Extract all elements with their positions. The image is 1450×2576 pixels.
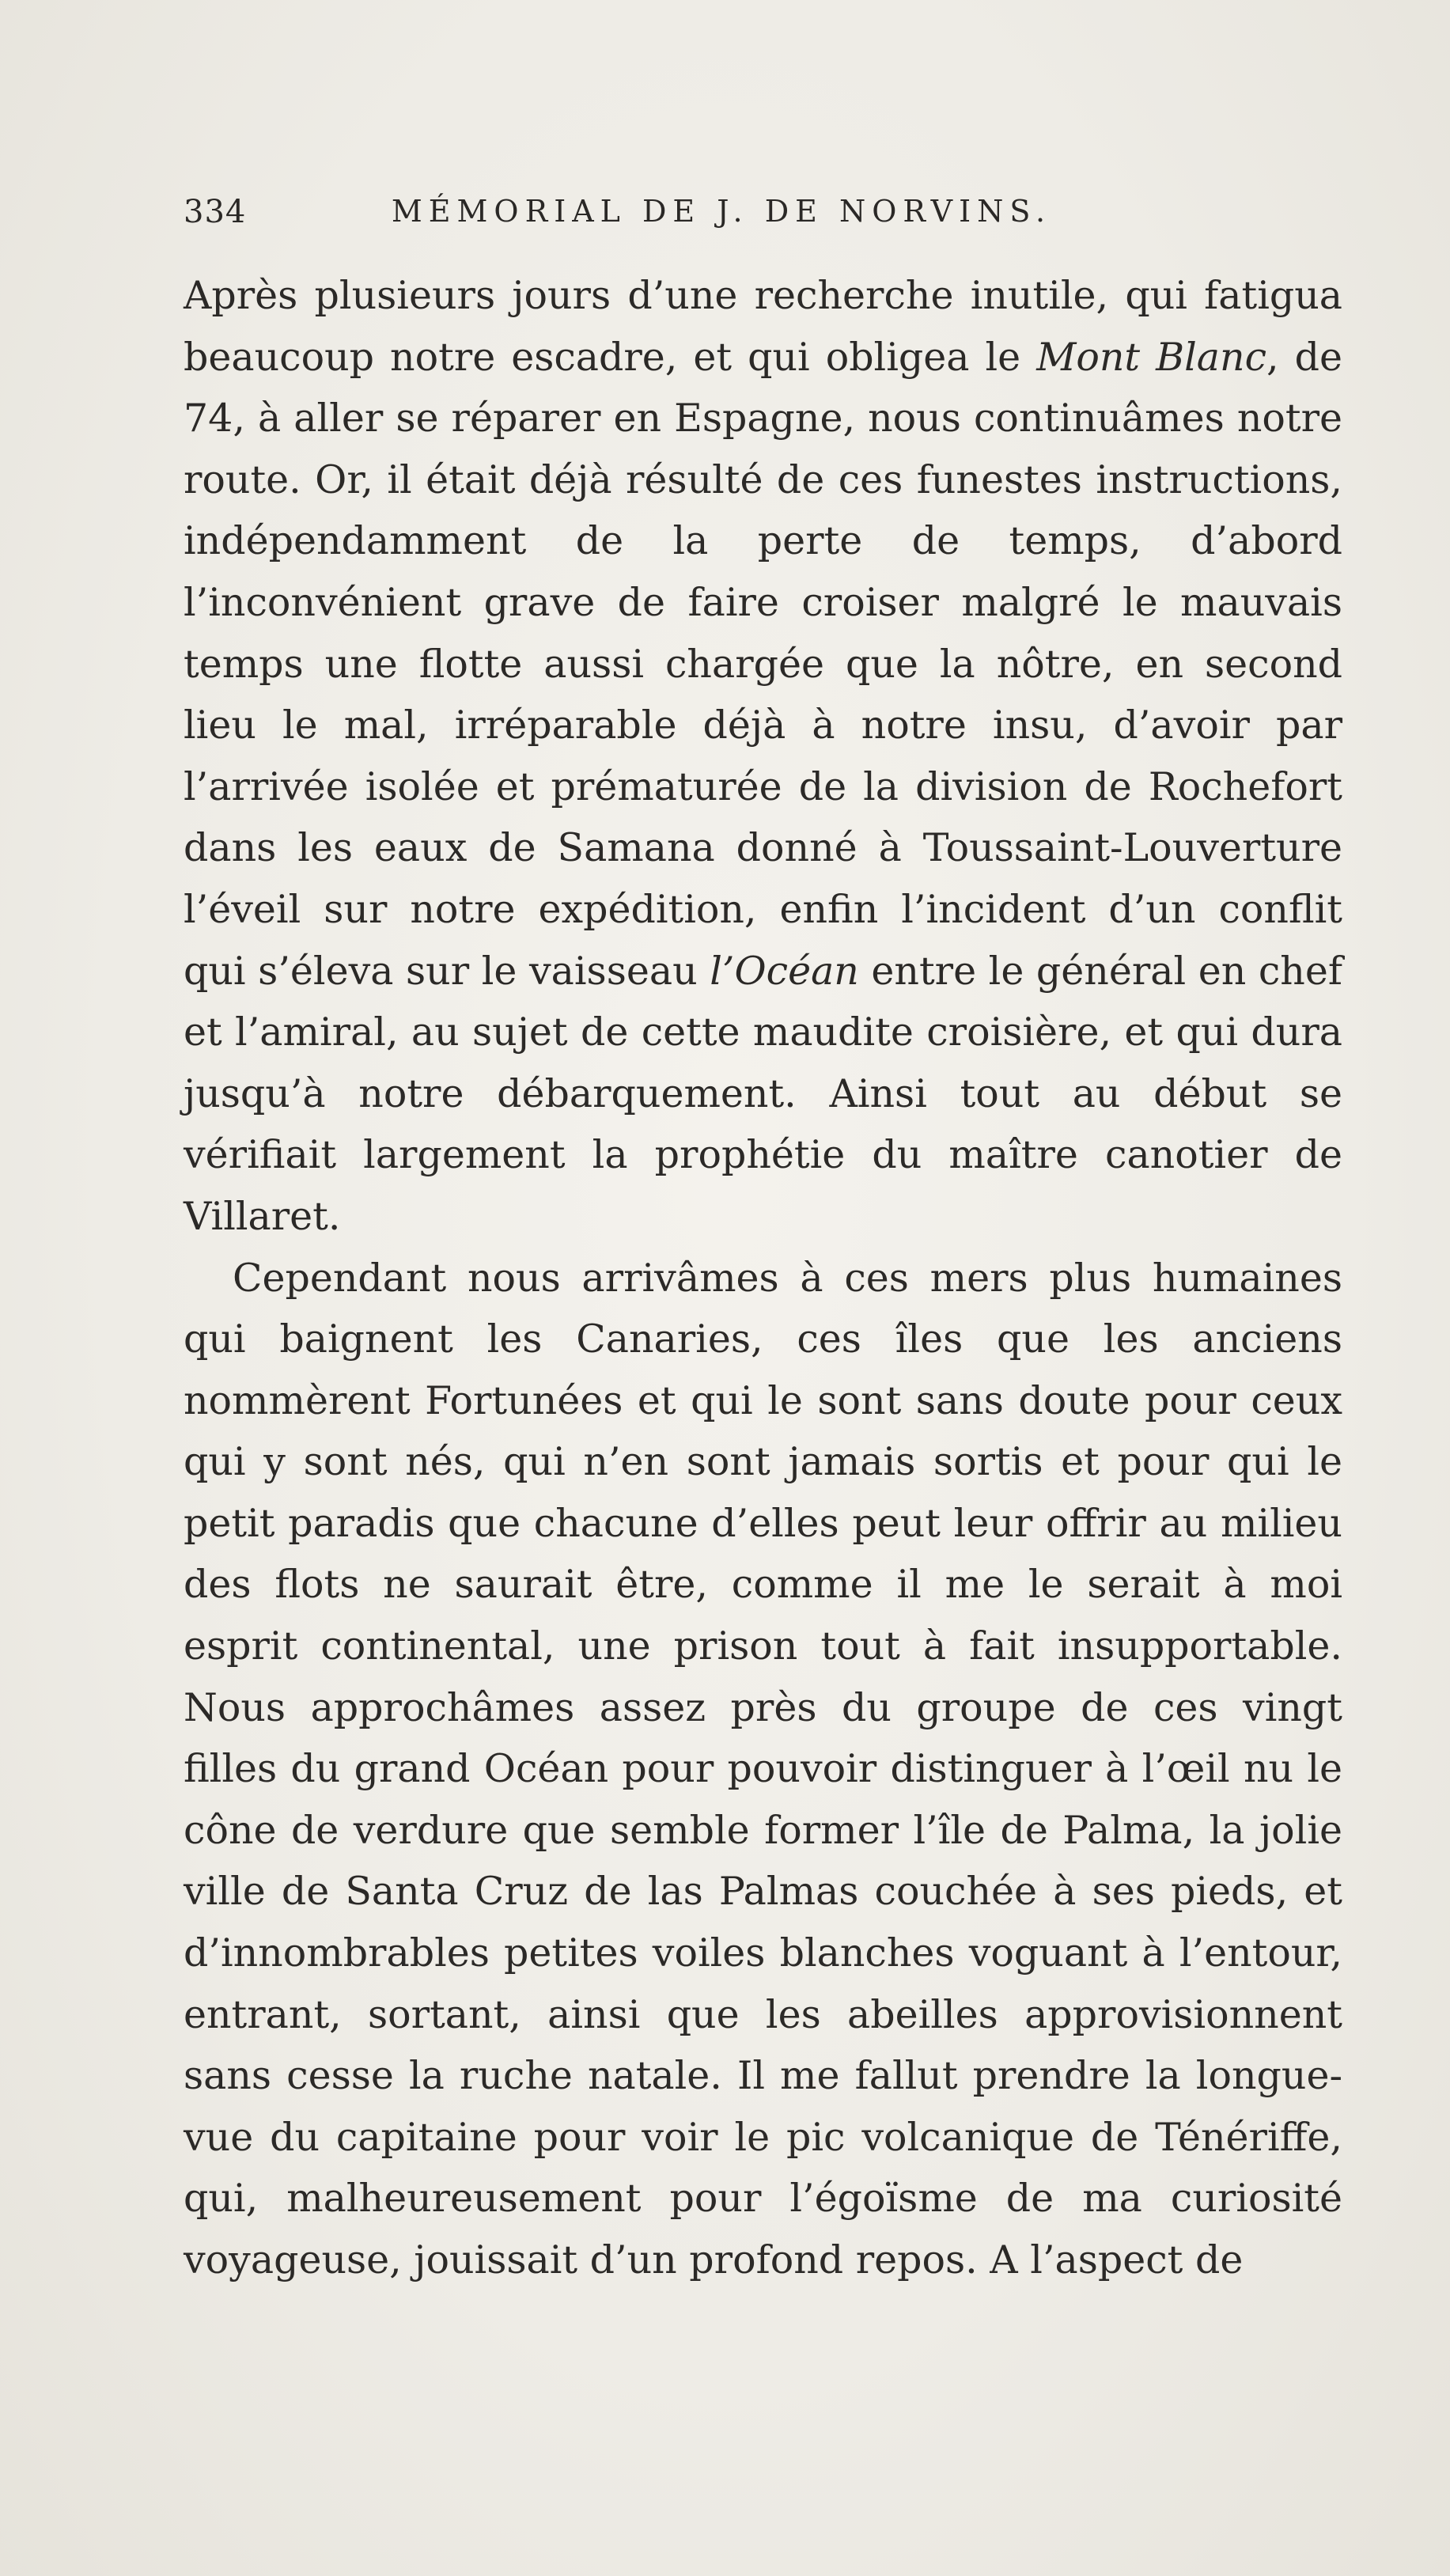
- ship-name-ocean: l’Océan: [710, 948, 859, 994]
- ship-name-mont-blanc: Mont Blanc: [1036, 334, 1267, 380]
- paragraph-1-part-3: entre le général en chef et l’amiral, au sujet de cette maudite croisière, et qui dura jusqu’à notre débarquement. Ainsi tout au début se vérifiait largement la prophétie du maître canotier de Villaret.: [184, 948, 1342, 1239]
- paragraph-2: Cependant nous arrivâmes à ces mers plus humaines qui baignent les Canaries, ces îles que les anciens nommèrent Fortunées et qui le sont sans doute pour ceux qui y sont nés, qui n’en sont jamais sortis et pour qui le petit paradis que chacune d’elles peut leur offrir au milieu des flots ne saurait être, comme il me le serait à moi esprit continental, une prison tout à fait insupportable. Nous approchâmes assez près du groupe de ces vingt filles du grand Océan pour pouvoir distinguer à l’œil nu le cône de verdure que semble former l’île de Palma, la jolie ville de Santa Cruz de las Palmas couchée à ses pieds, et d’innombrables petites voiles blanches voguant à l’entour, entrant, sortant, ainsi que les abeilles approvisionnent sans cesse la ruche natale. Il me fallut prendre la longue-vue du capitaine pour voir le pic volcanique de Ténériffe, qui, malheureusement pour l’égoïsme de ma curiosité voyageuse, jouissait d’un profond repos. A l’aspect de: [184, 1255, 1342, 2282]
- running-head-title: MÉMORIAL DE J. DE NORVINS.: [391, 194, 1052, 229]
- paragraph-1: [184, 265, 1342, 1248]
- paragraph-1-part-1: Après plusieurs jours d’une recherche inutile, qui fatigua beaucoup notre escadre, et qui obligea le: [184, 273, 1342, 380]
- paragraph-1-part-2: , de 74, à aller se réparer en Espagne, nous continuâmes notre route. Or, il était déjà résulté de ces funestes instructions, indépendamment de la perte de temps, d’abord l’inconvénient grave de faire croiser malgré le mauvais temps une flotte aussi chargée que la nôtre, en second lieu le mal, irréparable déjà à notre insu, d’avoir par l’arrivée isolée et prématurée de la division de Rochefort dans les eaux de Samana donné à Toussaint-Louverture l’éveil sur notre expédition, enfin l’incident d’un conflit qui s’éleva sur le vaisseau: [184, 334, 1342, 994]
- text-body: [184, 265, 1342, 2291]
- page-number: 334: [184, 194, 247, 230]
- running-head: [184, 194, 1259, 249]
